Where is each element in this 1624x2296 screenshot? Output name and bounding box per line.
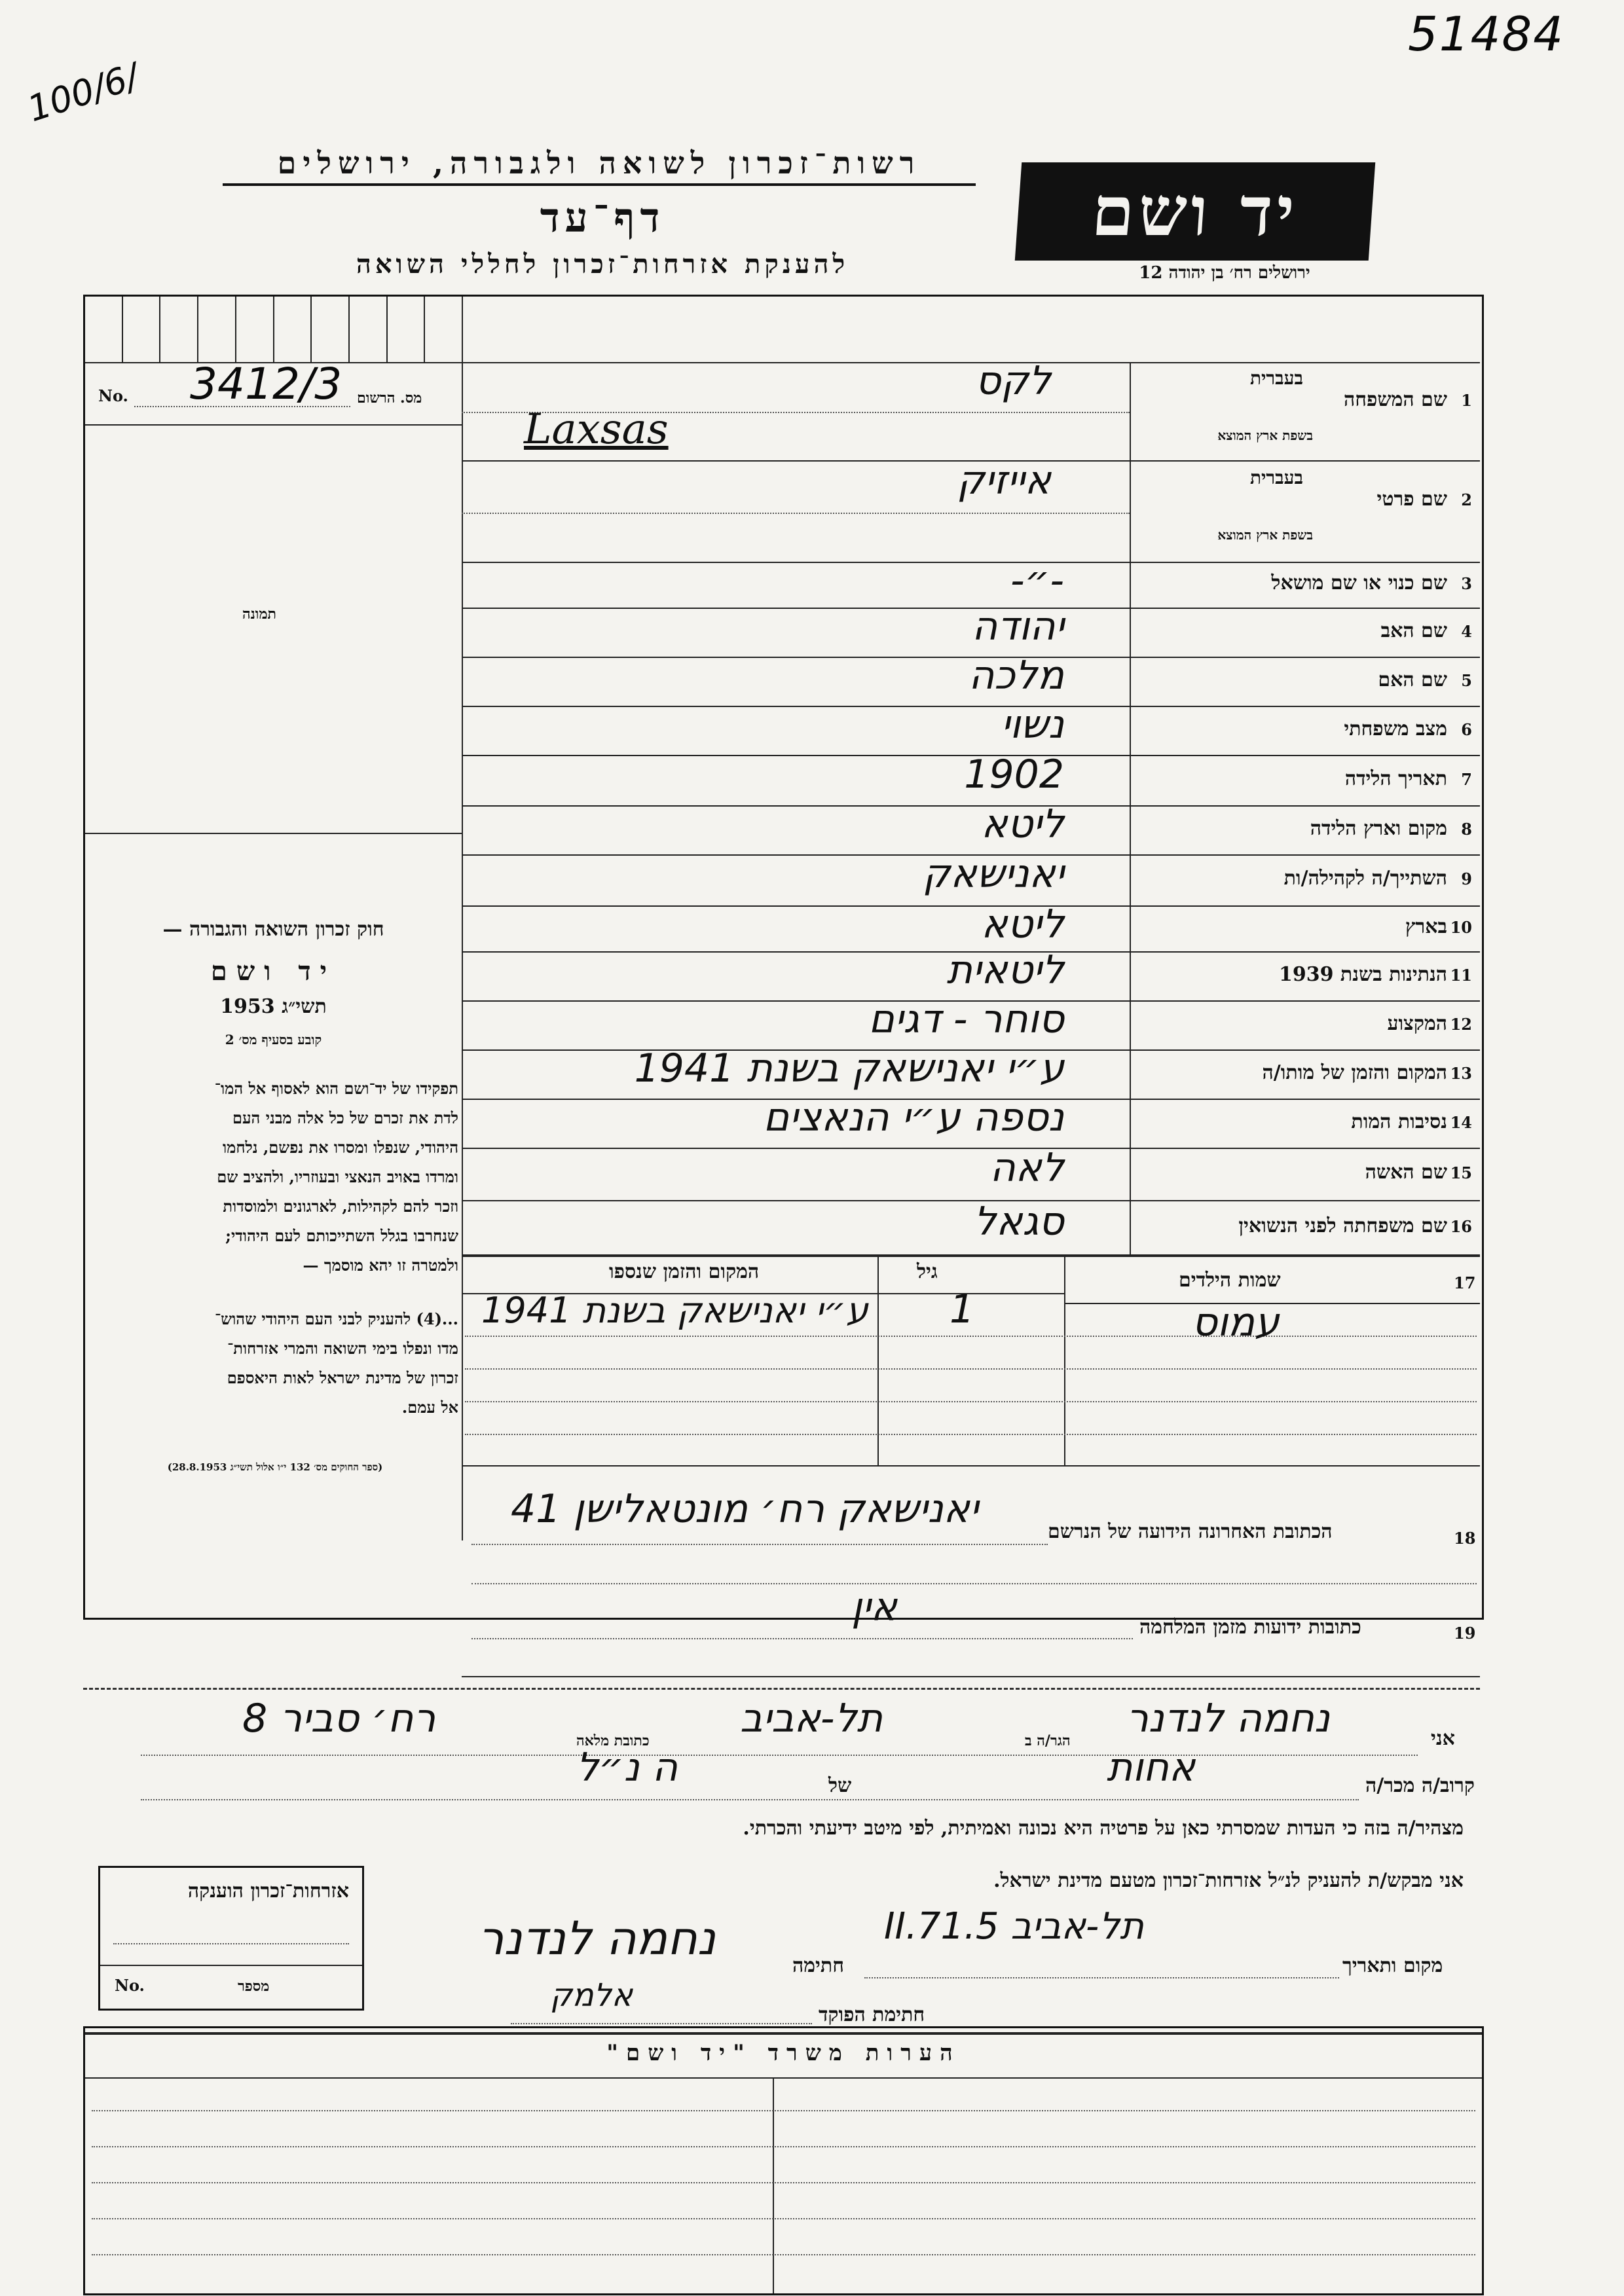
divider xyxy=(462,1256,1480,1257)
citizenship-title: אזרחות־זכרון הוענקה xyxy=(187,1880,349,1903)
field-number: 6 xyxy=(1461,720,1472,739)
field-number: 9 xyxy=(1461,869,1472,888)
divider xyxy=(85,2077,1482,2079)
children-place-header: המקום והזמן שנספו xyxy=(609,1260,760,1283)
law-line: לדת את זכרם של כל אלה מבני העם xyxy=(232,1108,458,1127)
citizenship-dotline xyxy=(113,1943,349,1944)
declarant-dotline xyxy=(864,1977,1339,1978)
law-line: אל עמם. xyxy=(401,1398,458,1417)
field-label: שם משפחתה לפני הנשואין xyxy=(1238,1214,1447,1237)
law-line: ומרדו באויב הנאצי ובעוזריו, ולהציב שם xyxy=(217,1167,458,1186)
field-number: 8 xyxy=(1461,819,1472,839)
field-value: ליטאית xyxy=(946,947,1064,993)
law-line: תפקידו של יד־ושם הוא לאסוף אל המו־ xyxy=(214,1079,458,1098)
request: אני מבקש/ת להעניק לנ״ל אזרחות־זכרון מטעם מדינת ישראל. xyxy=(993,1869,1464,1892)
field-value: יהודה xyxy=(972,604,1064,649)
law-name: יד ושם xyxy=(210,956,337,987)
notes-dotline xyxy=(92,2110,1475,2111)
address-war-label: כתובות ידועות מזמן המלחמה xyxy=(1139,1616,1361,1639)
office-notes-title: הערות משרד "יד ושם" xyxy=(606,2040,961,2066)
logo-text: יד ושם xyxy=(1089,171,1301,251)
field-number: 12 xyxy=(1450,1014,1472,1034)
place-date: תל-אביב 5.II.71 xyxy=(884,1905,1144,1948)
address-last-number: 18 xyxy=(1454,1529,1476,1548)
reg-no-label: No. xyxy=(98,386,128,405)
field-sublabel-hebrew: בעברית xyxy=(1249,467,1303,488)
citizenship-number-label: מספר xyxy=(238,1978,270,1995)
field-number: 16 xyxy=(1450,1216,1472,1236)
law-line: זכרון של מדינת ישראל לאות היאספם xyxy=(227,1368,458,1387)
field-label: שם כנוי או שם מושאל xyxy=(1271,572,1447,594)
field-number: 15 xyxy=(1450,1163,1472,1182)
form-title: דף־עד xyxy=(540,194,665,242)
children-age-header: גיל xyxy=(917,1260,938,1283)
corner-note: 100/6/ xyxy=(22,55,144,130)
field-number: 11 xyxy=(1450,965,1472,985)
field-row xyxy=(462,558,1480,609)
field-label: שם פרטי xyxy=(1376,488,1447,511)
divider xyxy=(85,2032,1482,2035)
child-age: 1 xyxy=(950,1286,975,1332)
field-label: שם האשה xyxy=(1365,1161,1447,1184)
field-value: יאנישאק xyxy=(922,851,1064,897)
field-sublabel-origin: בשפת ארץ המוצא xyxy=(1217,527,1313,543)
declarant-frame-top xyxy=(83,1688,1480,1690)
relative-label: קרוב/ה מכר/ה xyxy=(1365,1774,1475,1797)
declarant-name: נחמה לנדנר xyxy=(1126,1696,1331,1741)
form-subtitle: להענקת אזרחות־זכרון לחללי השואה xyxy=(356,249,849,280)
notes-dotline xyxy=(92,2218,1475,2219)
field-row xyxy=(462,702,1480,756)
field-number: 14 xyxy=(1450,1112,1472,1132)
field-label: הנתינות בשנת 1939 xyxy=(1278,962,1447,986)
child-place: ע״י יאנישאק בשנת 1941 xyxy=(481,1290,868,1331)
field-row xyxy=(462,1198,1480,1256)
field-row xyxy=(462,751,1480,807)
yad-vashem-address: ירושלים רח׳ בן יהודה 12 xyxy=(1139,263,1310,283)
law-line: מדו ונפלו בימי השואה והמרי אזרחות־ xyxy=(227,1339,458,1358)
declarant-ani: אני xyxy=(1431,1727,1455,1750)
field-label: המקום והזמן של מותו/ה xyxy=(1262,1061,1447,1084)
address-dotline xyxy=(471,1583,1477,1584)
of-label: של xyxy=(828,1774,852,1797)
law-heading: חוק זכרון השואה והגבורה — xyxy=(162,918,384,941)
address-last-label: הכתובת האחרונה הידועה של הנרשם xyxy=(1048,1520,1333,1543)
field-value: נשוי xyxy=(1001,702,1064,748)
address-last-value: יאנישאק רח׳ מונטאלישן 41 xyxy=(511,1486,979,1532)
field-row xyxy=(462,358,1480,462)
field-label: שם האם xyxy=(1378,668,1447,691)
row-dotline xyxy=(465,1368,1477,1370)
field-subdivider xyxy=(462,513,1130,514)
notes-dotline xyxy=(92,2182,1475,2183)
field-value: נספה ע״י הנאצים xyxy=(763,1095,1064,1140)
law-body xyxy=(92,1074,458,1280)
citizenship-box xyxy=(98,1866,364,2011)
address-dotline xyxy=(471,1544,1048,1545)
field-label: בארץ xyxy=(1405,915,1447,938)
field-label: שם המשפחה xyxy=(1343,388,1447,411)
declarant-dotline xyxy=(141,1799,1359,1800)
law-line: ולמטרה זו יהא מוסמך — xyxy=(303,1256,458,1275)
divider xyxy=(85,833,462,834)
address-dotline xyxy=(471,1638,1133,1639)
field-value: מלכה xyxy=(969,653,1064,699)
reg-label: מס. הרשום xyxy=(357,390,422,407)
field-label: תאריך הלידה xyxy=(1344,767,1447,790)
divider xyxy=(462,1676,1480,1677)
field-row xyxy=(462,947,1480,1002)
field-row xyxy=(462,1145,1480,1201)
row-dotline xyxy=(465,1434,1477,1435)
field-value: סוחר - דגים xyxy=(868,996,1064,1042)
field-row xyxy=(462,851,1480,907)
place-date-label: מקום ותאריך xyxy=(1342,1954,1443,1977)
registration-number: 3412/3 xyxy=(190,359,342,409)
field-row xyxy=(462,1046,1480,1100)
field-value: סגאל xyxy=(974,1198,1064,1245)
law-line: היהודי, שנפלו ומסרו את נפשם, נלחמו xyxy=(222,1138,458,1157)
notes-dotline xyxy=(92,2254,1475,2255)
law-citation: (ספר החוקים מס׳ 132 י״ו אלול תשי״ג 28.8.1953) xyxy=(167,1461,383,1473)
field-value: ליטא xyxy=(981,902,1064,947)
law-line: וזכר להם לקהילות, לארגונים ולמוסדות xyxy=(223,1197,458,1216)
declarant-dotline xyxy=(141,1755,1418,1756)
law-line: ...(4) להעניק לבני העם היהודי שהוש־ xyxy=(214,1309,458,1328)
declarant-addr: רח׳ סביר 8 xyxy=(242,1696,436,1741)
field-number: 2 xyxy=(1461,490,1472,509)
official-label: חתימת הפוקד xyxy=(819,2003,925,2026)
declarant-dotline xyxy=(511,2023,812,2024)
field-label: מקום וארץ הלידה xyxy=(1310,816,1447,840)
law-line: שנחרבו בגלל השתייכותם לעם היהודי; xyxy=(225,1226,458,1245)
yad-vashem-logo xyxy=(1015,162,1375,261)
children-names-header: שמות הילדים xyxy=(1179,1269,1281,1292)
field-value: -״- xyxy=(1010,558,1064,604)
field-value-latin: Laxsas xyxy=(524,405,669,454)
declarant-addr-label: כתובת מלאה xyxy=(576,1732,650,1749)
children-number: 17 xyxy=(1454,1273,1476,1292)
field-label: נסיבות המות xyxy=(1351,1110,1447,1133)
child-name: עמוס xyxy=(1192,1300,1280,1345)
field-value: ע״י יאנישאק בשנת 1941 xyxy=(634,1046,1064,1091)
statement: מצהיר/ה בזה כי העדות שמסרתי כאן על פרטיה היא נכונה ואמיתית, לפי מיטב ידיעתי והכרתי. xyxy=(743,1817,1464,1840)
declarant-lives-label: הגר/ה ב xyxy=(1025,1732,1071,1749)
citizenship-no-label: No. xyxy=(115,1976,145,1995)
field-value: 1902 xyxy=(964,751,1064,797)
field-number: 5 xyxy=(1461,670,1472,690)
official-signature: אלמק xyxy=(550,1977,633,2014)
field-row xyxy=(462,801,1480,856)
field-value: ליטא xyxy=(981,801,1064,847)
law-clause: קובע בסעיף מס׳ 2 xyxy=(225,1032,322,1048)
field-number: 13 xyxy=(1450,1063,1472,1083)
field-number: 7 xyxy=(1461,769,1472,789)
field-number: 10 xyxy=(1450,918,1472,937)
divider xyxy=(462,1465,1480,1467)
archive-number: 51484 xyxy=(1408,7,1565,62)
field-value: אייזיק xyxy=(957,458,1051,503)
law-body-2 xyxy=(92,1304,458,1422)
relation: אחות xyxy=(1107,1745,1196,1791)
field-label: שם האב xyxy=(1380,619,1447,642)
authority-line: רשות־זכרון לשואה ולגבורה, ירושלים xyxy=(223,145,976,186)
field-number: 3 xyxy=(1461,574,1472,593)
field-label: השתייך/ה לקהילה/ות xyxy=(1283,867,1447,890)
field-label: מצב משפחתי xyxy=(1344,717,1447,740)
row-dotline xyxy=(465,1401,1477,1402)
field-number: 4 xyxy=(1461,621,1472,641)
photo-label: תמונה xyxy=(242,606,276,623)
field-value: לקס xyxy=(975,358,1051,404)
signature-label: חתימה xyxy=(792,1954,844,1977)
of-value: ה נ״ל xyxy=(576,1745,678,1791)
field-sublabel-origin: בשפת ארץ המוצא xyxy=(1217,428,1313,443)
field-row xyxy=(462,458,1480,563)
field-number: 1 xyxy=(1461,391,1472,410)
field-row xyxy=(462,902,1480,953)
top-box-row xyxy=(85,297,462,362)
field-row xyxy=(462,604,1480,658)
address-war-number: 19 xyxy=(1454,1624,1476,1643)
office-notes xyxy=(83,2026,1484,2295)
divider xyxy=(85,424,462,426)
notes-dotline xyxy=(92,2146,1475,2147)
field-label: המקצוע xyxy=(1387,1011,1447,1035)
law-year: תשי״ג 1953 xyxy=(220,995,327,1018)
divider xyxy=(100,1965,362,1966)
declarant-city: תל-אביב xyxy=(740,1696,883,1741)
field-value: לאה xyxy=(989,1145,1064,1191)
field-sublabel-hebrew: בעברית xyxy=(1249,367,1303,389)
signature: נחמה לנדנר xyxy=(478,1912,716,1965)
field-row xyxy=(462,996,1480,1051)
field-row xyxy=(462,653,1480,707)
row-dotline xyxy=(465,1336,1477,1337)
address-war-value: אין xyxy=(851,1584,897,1630)
field-row xyxy=(462,1095,1480,1149)
